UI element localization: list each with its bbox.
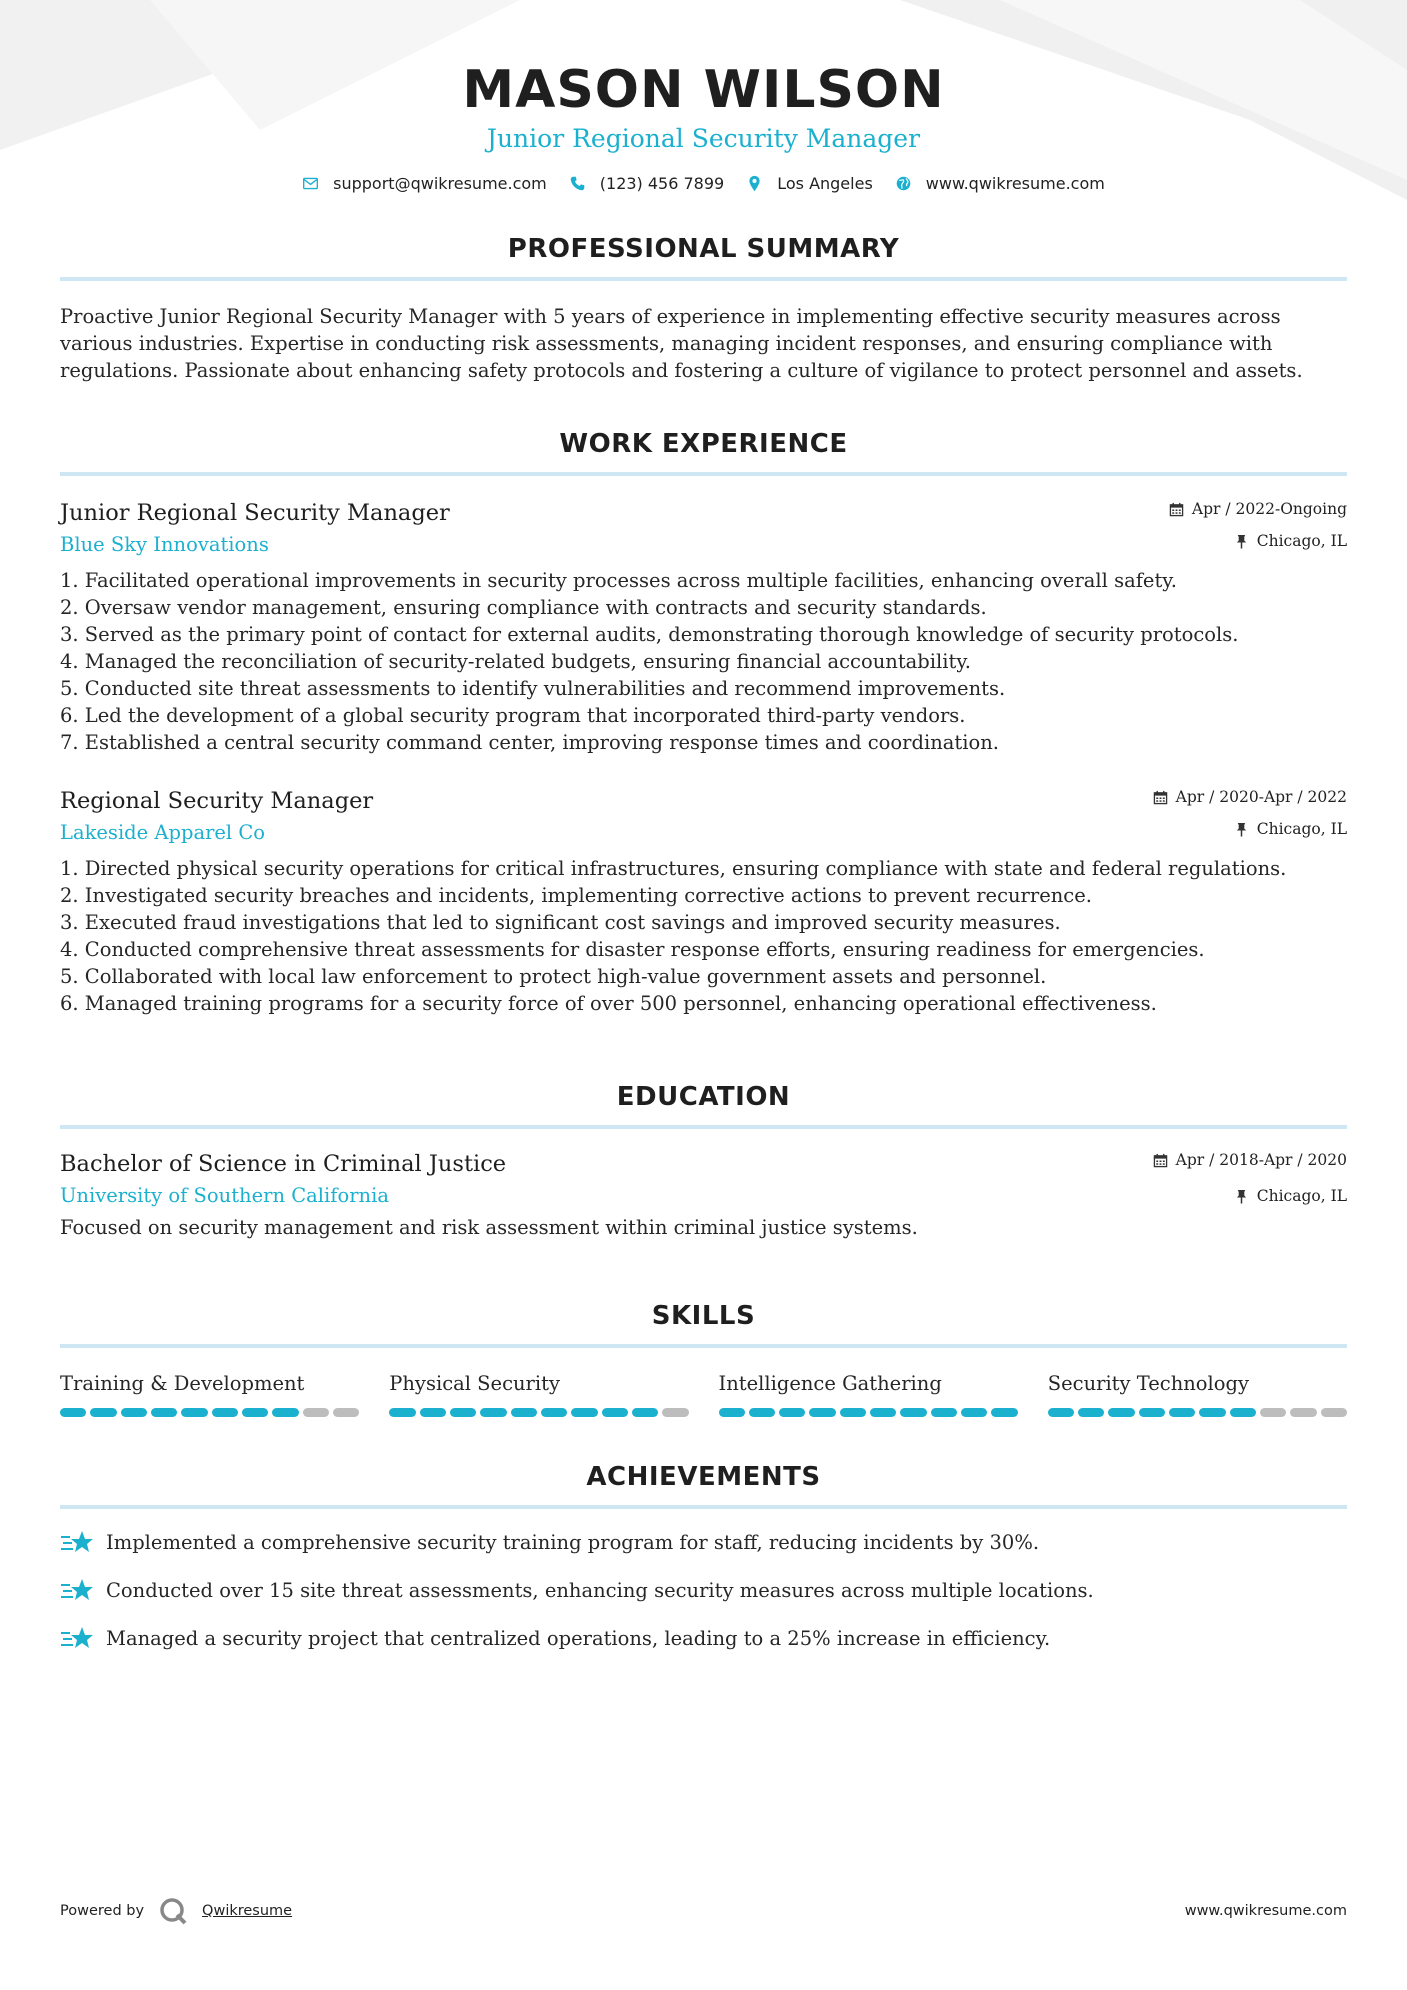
skill-segment-filled (571, 1408, 597, 1417)
candidate-title: Junior Regional Security Manager (486, 124, 921, 153)
skill-level-bar (60, 1408, 359, 1417)
skill-item (719, 1370, 1018, 1417)
calendar-icon (1153, 790, 1168, 805)
summary-text: Proactive Junior Regional Security Manager with 5 years of experience in implementing effective security measures across various industries. Expertise in conducting risk assessments, managing incident responses, and ensuring compliance with regulations. Passionate about enhancing safety protocols and fostering a culture of vigilance to protect personnel and assets. (60, 305, 1303, 382)
shooting-star-icon (60, 1623, 96, 1655)
contact-email[interactable]: support@qwikresume.com (333, 174, 547, 193)
skill-segment-filled (1199, 1408, 1225, 1417)
skill-segment-filled (719, 1408, 745, 1417)
education-entry (60, 1149, 1347, 1242)
skill-segment-filled (90, 1408, 116, 1417)
job-bullet: 6. Led the development of a global security program that incorporated third-party vendors. (60, 704, 966, 727)
globe-icon (895, 175, 912, 192)
skill-segment-filled (632, 1408, 658, 1417)
skill-level-bar (1048, 1408, 1347, 1417)
skill-level-bar (389, 1408, 688, 1417)
skills-heading: SKILLS (651, 1301, 756, 1331)
job-bullet: 7. Established a central security command center, improving response times and coordination. (60, 731, 999, 754)
skill-segment-filled (749, 1408, 775, 1417)
education-divider (60, 1125, 1347, 1129)
contact-bar (60, 174, 1347, 193)
skill-level-bar (719, 1408, 1018, 1417)
job-location: Chicago, IL (1256, 532, 1347, 550)
education-section (60, 1081, 1347, 1242)
education-heading: EDUCATION (616, 1082, 791, 1112)
skill-segment-filled (272, 1408, 298, 1417)
achievement-item (60, 1623, 1347, 1655)
job-bullet: 2. Investigated security breaches and incidents, implementing corrective actions to prevent recurrence. (60, 884, 1092, 907)
skill-segment-filled (420, 1408, 446, 1417)
skill-segment-filled (870, 1408, 896, 1417)
experience-section (60, 428, 1347, 1017)
contact-location: Los Angeles (777, 174, 873, 193)
skill-segment-empty (1321, 1408, 1347, 1417)
achievements-divider (60, 1505, 1347, 1509)
skill-segment-filled (121, 1408, 147, 1417)
achievement-text: Implemented a comprehensive security training program for staff, reducing incidents by 30%. (106, 1531, 1040, 1554)
education-location: Chicago, IL (1256, 1187, 1347, 1205)
shooting-star-icon (60, 1575, 96, 1607)
map-pin-icon (746, 175, 763, 192)
skill-segment-filled (541, 1408, 567, 1417)
job-dates: Apr / 2022-Ongoing (1191, 500, 1347, 518)
skill-segment-filled (840, 1408, 866, 1417)
powered-by-label: Powered by (60, 1903, 145, 1919)
summary-section (60, 233, 1347, 384)
skill-segment-filled (991, 1408, 1017, 1417)
candidate-name: MASON WILSON (462, 60, 945, 120)
education-dates: Apr / 2018-Apr / 2020 (1175, 1151, 1347, 1169)
job-bullet: 6. Managed training programs for a security force of over 500 personnel, enhancing operational effectiveness. (60, 992, 1157, 1015)
skill-segment-filled (181, 1408, 207, 1417)
skill-segment-filled (1108, 1408, 1134, 1417)
phone-icon (569, 175, 586, 192)
calendar-icon (1153, 1153, 1168, 1168)
achievement-text: Conducted over 15 site threat assessments, enhancing security measures across multiple locations. (106, 1579, 1094, 1602)
skills-row (60, 1370, 1347, 1417)
qwikresume-link[interactable]: Qwikresume (202, 1903, 293, 1919)
job-bullet: 3. Served as the primary point of contact for external audits, demonstrating thorough knowledge of security protocols. (60, 623, 1239, 646)
achievement-item (60, 1527, 1347, 1559)
calendar-icon (1169, 502, 1184, 517)
skill-segment-filled (900, 1408, 926, 1417)
qwikresume-logo-icon (158, 1896, 188, 1926)
skills-divider (60, 1344, 1347, 1348)
job-entry (60, 498, 1347, 756)
envelope-icon (302, 175, 319, 192)
skill-item (60, 1370, 359, 1417)
skill-segment-filled (961, 1408, 987, 1417)
skill-segment-empty (303, 1408, 329, 1417)
skill-name: Physical Security (389, 1372, 560, 1395)
skill-segment-empty (662, 1408, 688, 1417)
skill-segment-filled (1169, 1408, 1195, 1417)
skill-segment-filled (480, 1408, 506, 1417)
skill-segment-filled (242, 1408, 268, 1417)
summary-heading: PROFESSIONAL SUMMARY (507, 234, 900, 264)
education-school: University of Southern California (60, 1184, 389, 1207)
footer (60, 1896, 1347, 1926)
education-description: Focused on security management and risk assessment within criminal justice systems. (60, 1216, 918, 1239)
skills-section (60, 1300, 1347, 1417)
job-dates: Apr / 2020-Apr / 2022 (1175, 788, 1347, 806)
skill-segment-empty (333, 1408, 359, 1417)
contact-website[interactable]: www.qwikresume.com (925, 174, 1105, 193)
job-bullet: 1. Directed physical security operations for critical infrastructures, ensuring compliance with state and federal regulations. (60, 857, 1287, 880)
job-company: Blue Sky Innovations (60, 533, 269, 556)
job-company: Lakeside Apparel Co (60, 821, 266, 844)
skill-segment-filled (151, 1408, 177, 1417)
pushpin-icon (1234, 1189, 1249, 1204)
skill-item (389, 1370, 688, 1417)
job-bullets (60, 855, 1347, 1017)
job-bullet: 5. Collaborated with local law enforcement to protect high-value government assets and personnel. (60, 965, 1047, 988)
skill-segment-filled (389, 1408, 415, 1417)
job-bullet: 5. Conducted site threat assessments to identify vulnerabilities and recommend improvements. (60, 677, 1006, 700)
experience-heading: WORK EXPERIENCE (559, 429, 848, 459)
skill-segment-filled (60, 1408, 86, 1417)
job-location: Chicago, IL (1256, 820, 1347, 838)
achievements-heading: ACHIEVEMENTS (586, 1462, 821, 1492)
shooting-star-icon (60, 1527, 96, 1559)
footer-website[interactable]: www.qwikresume.com (1184, 1903, 1347, 1919)
skill-segment-empty (1260, 1408, 1286, 1417)
skill-segment-filled (602, 1408, 628, 1417)
job-bullet: 2. Oversaw vendor management, ensuring compliance with contracts and security standards. (60, 596, 987, 619)
job-bullet: 1. Facilitated operational improvements in security processes across multiple facilities, enhancing overall safety. (60, 569, 1177, 592)
skill-name: Security Technology (1047, 1372, 1250, 1395)
skill-segment-filled (1078, 1408, 1104, 1417)
education-degree: Bachelor of Science in Criminal Justice (60, 1151, 507, 1177)
job-bullet: 4. Managed the reconciliation of security-related budgets, ensuring financial accountability. (60, 650, 971, 673)
skill-segment-empty (1290, 1408, 1316, 1417)
experience-divider (60, 472, 1347, 476)
job-title: Regional Security Manager (60, 788, 374, 814)
job-bullet: 3. Executed fraud investigations that led to significant cost savings and improved security measures. (60, 911, 1061, 934)
skill-segment-filled (212, 1408, 238, 1417)
pushpin-icon (1234, 822, 1249, 837)
achievement-text: Managed a security project that centralized operations, leading to a 25% increase in efficiency. (106, 1627, 1051, 1650)
job-title: Junior Regional Security Manager (60, 500, 450, 526)
job-bullets (60, 567, 1347, 756)
achievements-section (60, 1461, 1347, 1655)
skill-segment-filled (779, 1408, 805, 1417)
pushpin-icon (1234, 534, 1249, 549)
summary-divider (60, 277, 1347, 281)
skill-segment-filled (450, 1408, 476, 1417)
skill-name: Intelligence Gathering (718, 1372, 942, 1395)
skill-segment-filled (809, 1408, 835, 1417)
job-bullet: 4. Conducted comprehensive threat assessments for disaster response efforts, ensuring readiness for emergencies. (60, 938, 1205, 961)
skill-segment-filled (511, 1408, 537, 1417)
skill-segment-filled (1048, 1408, 1074, 1417)
skill-segment-filled (1139, 1408, 1165, 1417)
skill-segment-filled (1230, 1408, 1256, 1417)
job-entry (60, 786, 1347, 1017)
skill-name: Training & Development (60, 1372, 305, 1395)
achievements-list (60, 1527, 1347, 1655)
skill-item (1048, 1370, 1347, 1417)
contact-phone[interactable]: (123) 456 7899 (599, 174, 725, 193)
skill-segment-filled (931, 1408, 957, 1417)
achievement-item (60, 1575, 1347, 1607)
